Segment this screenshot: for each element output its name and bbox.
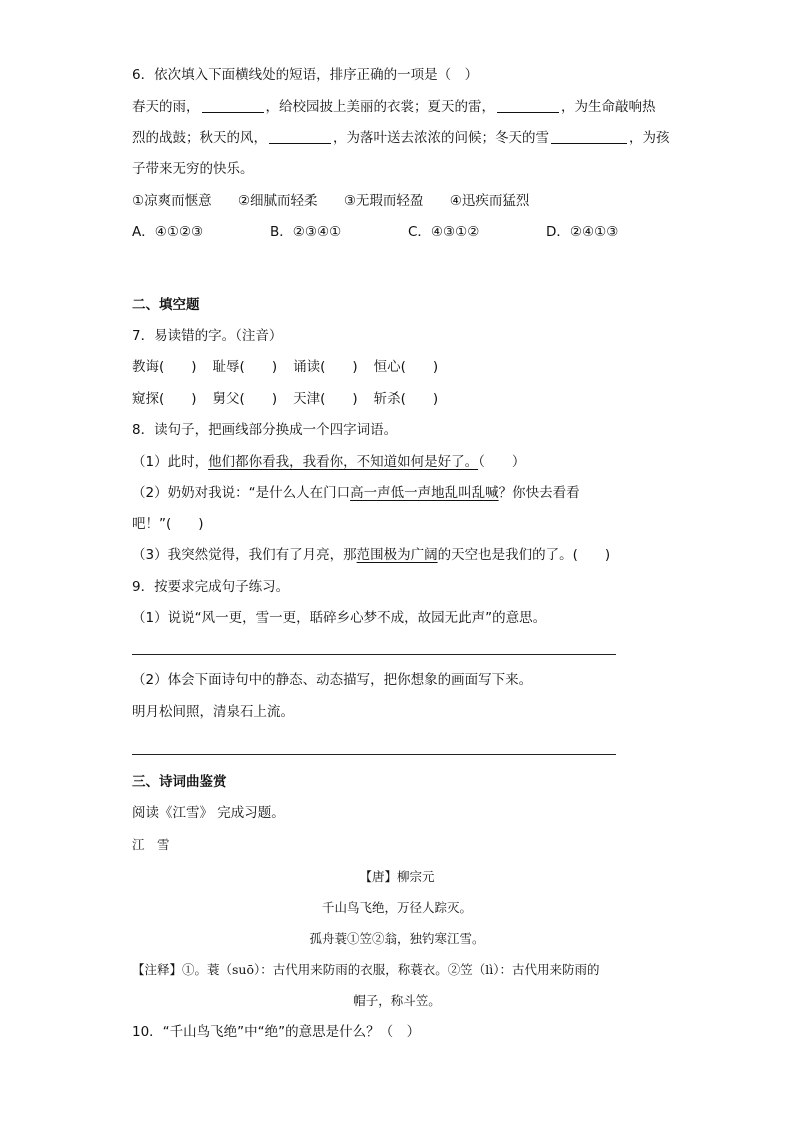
- poem-title: 江 雪: [132, 837, 170, 852]
- sentence-text: ？你快去看看: [498, 485, 580, 501]
- q6-text-seg: 春天的雨，: [132, 99, 200, 115]
- answer-blank[interactable]: [497, 98, 559, 113]
- q9-part-2: （2）体会下面诗句中的静态、动态描写，把你想象的画面写下来。: [132, 672, 533, 688]
- pinyin-item[interactable]: 耻辱( ): [212, 359, 278, 375]
- section-title: 二、填空题: [132, 297, 200, 313]
- answer-paren[interactable]: （ ）: [478, 454, 526, 470]
- sentence-text: （2）奶奶对我说：“是什么人在门口: [132, 485, 351, 501]
- poem-line: 千山鸟飞绝，万径人踪灭。: [321, 900, 472, 915]
- q8-stem: 8．读句子，把画线部分换成一个四字词语。: [132, 422, 398, 438]
- choice-c[interactable]: C．④③①②: [408, 224, 480, 240]
- answer-blank[interactable]: [269, 129, 331, 144]
- q7-stem: 7．易读错的字。（注音）: [132, 328, 283, 344]
- answer-line[interactable]: [132, 654, 616, 655]
- q8-sentence-2: [132, 483, 580, 503]
- q6-phrases: [132, 191, 551, 211]
- q6-text-seg: ，为落叶送去浓浓的问候；冬天的雪: [333, 130, 549, 146]
- poem-note-cont: 帽子，称斗笠。: [353, 993, 441, 1008]
- phrase-option: ①凉爽而惬意: [132, 193, 212, 209]
- q6-choices: [132, 222, 684, 242]
- underlined-phrase: 高一声低一声地乱叫乱喊: [350, 485, 499, 501]
- q6-text-seg: ，给校园披上美丽的衣裳；夏天的雷，: [265, 99, 495, 115]
- q6-stem: 6．依次填入下面横线处的短语，排序正确的一项是（ ）: [132, 67, 479, 83]
- sentence-text: （3）我突然觉得，我们有了月亮，那: [132, 547, 357, 563]
- phrase-option: ④迅疾而猛烈: [449, 193, 530, 209]
- poem-note: 【注释】①。蓑（suō）：古代用来防雨的衣服，称蓑衣。②笠（lì）：古代用来防雨的: [132, 962, 600, 977]
- q6-text-line2: [132, 128, 670, 148]
- sentence-text: （1）此时，: [132, 454, 209, 470]
- q8-sentence-1: [132, 452, 525, 472]
- q6-text-seg: 烈的战鼓；秋天的风，: [132, 130, 267, 146]
- answer-line[interactable]: [132, 754, 616, 755]
- phrase-option: ②细腻而轻柔: [237, 193, 318, 209]
- q8-sentence-3: [132, 545, 610, 565]
- q9-poem-line: 明月松间照，清泉石上流。: [132, 704, 294, 720]
- q9-stem: 9．按要求完成句子练习。: [132, 579, 290, 595]
- poem-author: 【唐】柳宗元: [359, 869, 435, 884]
- phrase-option: ③无瑕而轻盈: [343, 193, 424, 209]
- q6-text-seg: ，为生命敲响热: [561, 99, 656, 115]
- pinyin-item[interactable]: 天津( ): [293, 391, 358, 407]
- answer-blank[interactable]: [202, 98, 264, 113]
- underlined-phrase: 他们都你看我，我看你，不知道如何是好了。: [208, 454, 479, 470]
- reading-intro: 阅读《江雪》 完成习题。: [132, 805, 285, 821]
- pinyin-item[interactable]: 诵读( ): [293, 359, 358, 375]
- pinyin-item[interactable]: 恒心( ): [373, 359, 439, 375]
- choice-d[interactable]: D．②④①③: [546, 224, 619, 240]
- poem-line: 孤舟蓑①笠②翁，独钓寒江雪。: [309, 931, 485, 946]
- choice-b[interactable]: B．②③④①: [270, 224, 342, 240]
- pinyin-item[interactable]: 舅父( ): [212, 391, 278, 407]
- q9-part-1: （1）说说“风一更，雪一更，聒碎乡心梦不成，故园无此声”的意思。: [132, 610, 547, 626]
- q7-row: [132, 389, 454, 409]
- sentence-text[interactable]: 的天空也是我们的了。( ): [437, 547, 611, 563]
- q6-text-seg: ，为孩: [629, 130, 670, 146]
- q10-stem[interactable]: 10．“千山鸟飞绝”中“绝”的意思是什么？（ ）: [132, 1024, 421, 1040]
- pinyin-item[interactable]: 教诲( ): [132, 359, 197, 375]
- choice-a[interactable]: A．④①②③: [132, 224, 204, 240]
- pinyin-item[interactable]: 斩杀( ): [373, 391, 439, 407]
- pinyin-item[interactable]: 窥探( ): [132, 391, 197, 407]
- section-title: 三、诗词曲鉴赏: [132, 774, 227, 790]
- q6-text-line3: 子带来无穷的快乐。: [132, 161, 254, 177]
- answer-blank[interactable]: [551, 129, 627, 144]
- underlined-phrase: 范围极为广阔: [356, 547, 438, 563]
- q8-sentence-2-cont[interactable]: 吧！”( ): [132, 516, 204, 532]
- q6-text-line1: [132, 97, 656, 117]
- q7-row: [132, 357, 454, 377]
